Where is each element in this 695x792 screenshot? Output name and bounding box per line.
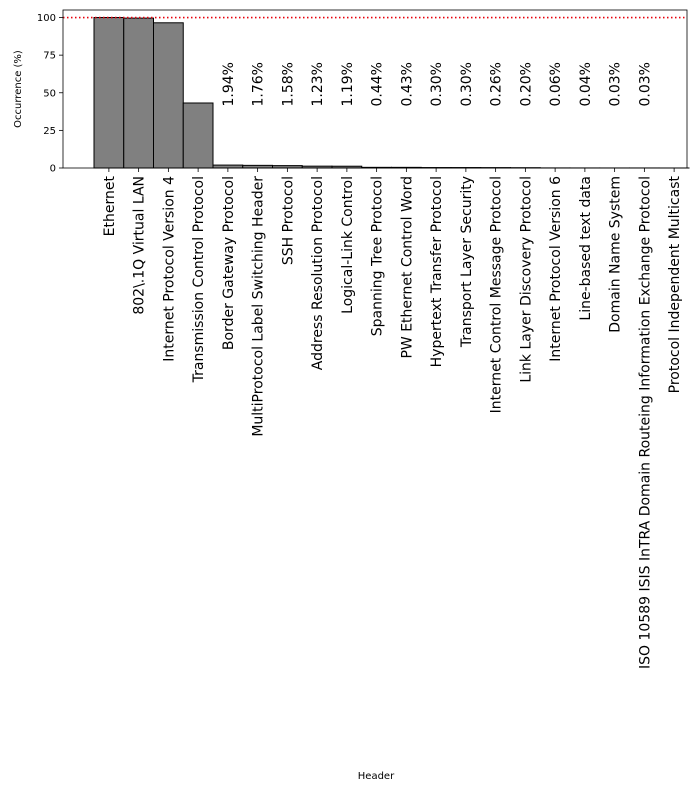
x-tick-label: Ethernet bbox=[101, 176, 118, 237]
bar-value-label: 1.23% bbox=[310, 62, 327, 107]
bar-value-label: 1.76% bbox=[250, 62, 267, 107]
bar-3 bbox=[154, 23, 184, 168]
x-tick-label: ISO 10589 ISIS InTRA Domain Routeing Information Exchange Protocol bbox=[637, 176, 654, 669]
bar-value-label: 0.03% bbox=[607, 62, 624, 107]
x-tick-label: SSH Protocol bbox=[280, 176, 297, 266]
x-tick-label: Protocol Independent Multicast bbox=[667, 176, 684, 394]
bar-value-label: 0.26% bbox=[488, 62, 505, 107]
bar-value-label: 0.03% bbox=[637, 62, 654, 107]
bar-value-label: 0.04% bbox=[577, 62, 594, 107]
bar-5 bbox=[213, 165, 243, 168]
x-tick-label: Line-based text data bbox=[577, 176, 594, 321]
bar-1 bbox=[94, 18, 124, 168]
bar-2 bbox=[124, 18, 154, 168]
bar-value-label: 0.30% bbox=[429, 62, 446, 107]
x-tick-label: Spanning Tree Protocol bbox=[369, 176, 386, 337]
y-tick-label: 75 bbox=[43, 50, 56, 62]
x-tick-label: Link Layer Discovery Protocol bbox=[518, 176, 535, 383]
x-tick-label: MultiProtocol Label Switching Header bbox=[250, 176, 267, 437]
y-axis bbox=[37, 13, 63, 174]
y-tick-label: 0 bbox=[49, 163, 56, 175]
bar-value-label: 0.20% bbox=[518, 62, 535, 107]
x-axis-title: Header bbox=[357, 771, 395, 782]
x-tick-label: PW Ethernet Control Word bbox=[399, 176, 416, 359]
x-tick-label: Internet Protocol Version 6 bbox=[548, 176, 565, 362]
x-tick-label: Internet Protocol Version 4 bbox=[161, 176, 178, 362]
bar-value-label: 1.19% bbox=[339, 62, 356, 107]
x-tick-label: Transmission Control Protocol bbox=[191, 176, 208, 383]
bar-4 bbox=[183, 103, 213, 168]
x-tick-label: Logical-Link Control bbox=[339, 176, 356, 314]
x-tick-label: Address Resolution Protocol bbox=[310, 176, 327, 371]
x-tick-label: Border Gateway Protocol bbox=[220, 176, 237, 351]
y-tick-label: 100 bbox=[36, 13, 56, 25]
bar-value-label: 0.43% bbox=[399, 62, 416, 107]
bar-value-label: 0.44% bbox=[369, 62, 386, 107]
x-axis bbox=[102, 168, 683, 669]
x-tick-label: 802\.1Q Virtual LAN bbox=[131, 176, 148, 315]
y-tick-label: 25 bbox=[43, 125, 56, 137]
y-tick-label: 50 bbox=[43, 88, 56, 100]
x-tick-label: Hypertext Transfer Protocol bbox=[429, 176, 446, 368]
y-axis-title: Occurrence (%) bbox=[13, 50, 24, 128]
bar-value-label: 1.94% bbox=[220, 62, 237, 107]
x-tick-label: Transport Layer Security bbox=[458, 176, 475, 348]
bar-value-label: 0.30% bbox=[458, 62, 475, 107]
x-tick-label: Internet Control Message Protocol bbox=[488, 176, 505, 414]
bar-value-label: 1.58% bbox=[280, 62, 297, 107]
x-tick-label: Domain Name System bbox=[607, 176, 624, 333]
bar-value-labels bbox=[221, 62, 654, 106]
bar-value-label: 0.06% bbox=[548, 62, 565, 107]
